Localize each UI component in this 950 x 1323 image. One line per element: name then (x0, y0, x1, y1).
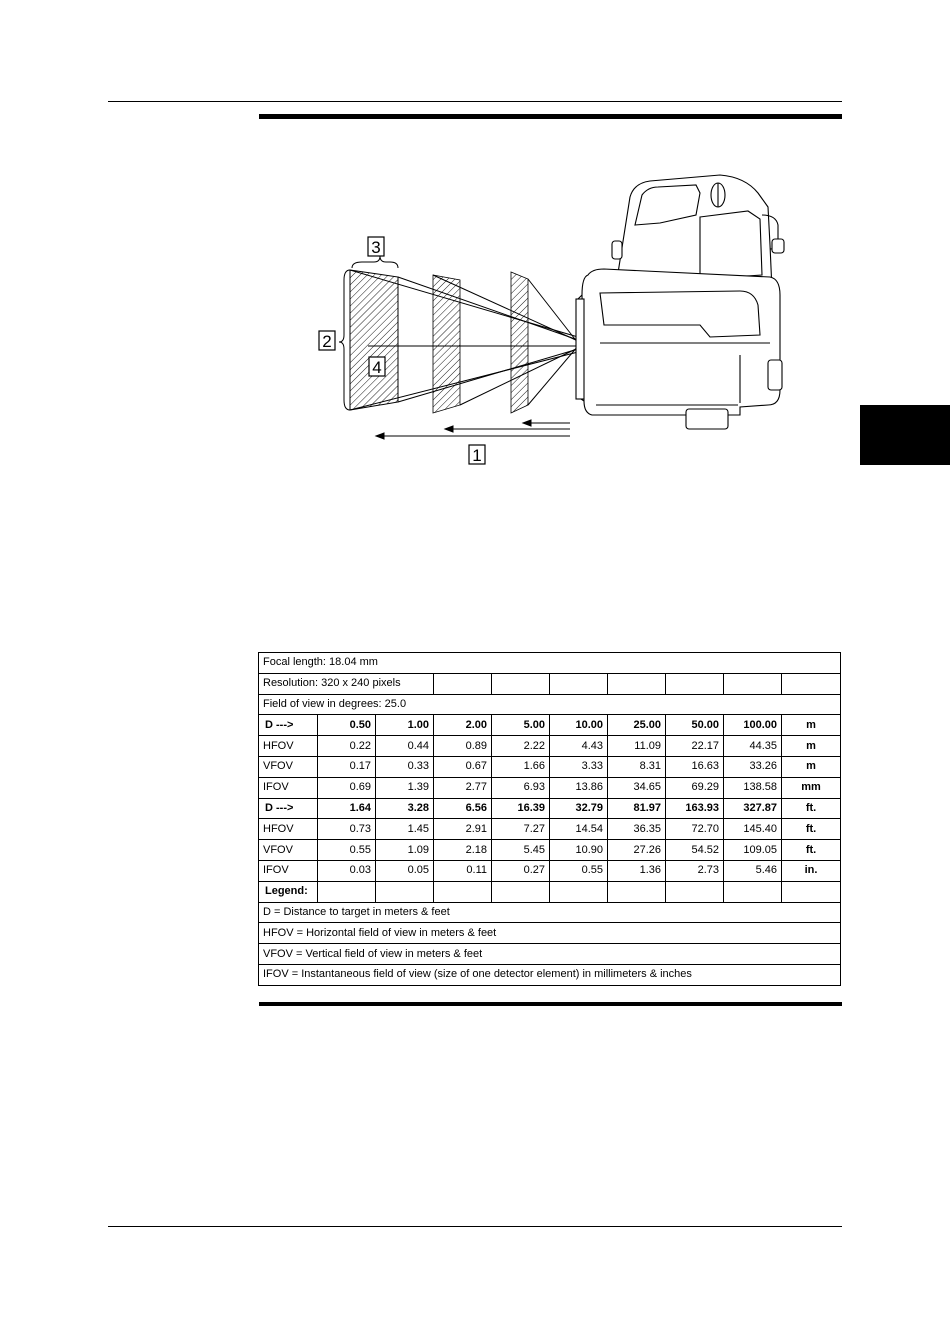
table-cell: 2.18 (434, 840, 492, 861)
row-label: D ---> (259, 715, 318, 736)
unit-cell: ft. (782, 819, 841, 840)
unit-cell: m (782, 715, 841, 736)
row-label: VFOV (259, 840, 318, 861)
legend-item: HFOV = Horizontal field of view in meters & feet (259, 923, 841, 944)
table-row (259, 798, 841, 819)
unit-cell: m (782, 736, 841, 757)
table-cell: 1.45 (376, 819, 434, 840)
table-cell: 109.05 (724, 840, 782, 861)
table-cell: 10.00 (550, 715, 608, 736)
table-cell: 6.93 (492, 777, 550, 798)
table-cell: 145.40 (724, 819, 782, 840)
empty-cell (318, 881, 376, 902)
table-row (259, 736, 841, 757)
table-row (259, 715, 841, 736)
table-cell: 44.35 (724, 736, 782, 757)
empty-cell (434, 881, 492, 902)
table-cell: 0.03 (318, 860, 376, 881)
table-cell: 0.73 (318, 819, 376, 840)
target-plane-far (350, 270, 398, 410)
table-cell: 16.63 (666, 756, 724, 777)
row-label: IFOV (259, 860, 318, 881)
table-cell: 81.97 (608, 798, 666, 819)
table-row (259, 756, 841, 777)
field-of-view-figure (300, 165, 800, 475)
table-cell: 2.91 (434, 819, 492, 840)
camera-drawing (576, 175, 784, 429)
table-cell: 25.00 (608, 715, 666, 736)
legend-item-row (259, 964, 841, 985)
table-cell: 0.55 (550, 860, 608, 881)
table-cell: 1.39 (376, 777, 434, 798)
callout-4-label: 4 (372, 358, 382, 377)
footer-rule (108, 1226, 842, 1227)
table-cell: 0.67 (434, 756, 492, 777)
distance-arrows (376, 420, 570, 439)
table-cell: 50.00 (666, 715, 724, 736)
table-cell: 27.26 (608, 840, 666, 861)
table-cell: 69.29 (666, 777, 724, 798)
row-label: D ---> (259, 798, 318, 819)
table-cell: 327.87 (724, 798, 782, 819)
callout-3-label: 3 (371, 238, 381, 257)
row-label: IFOV (259, 777, 318, 798)
table-cell: 54.52 (666, 840, 724, 861)
table-cell: 14.54 (550, 819, 608, 840)
resolution: Resolution: 320 x 240 pixels (259, 673, 434, 694)
table-cell: 11.09 (608, 736, 666, 757)
table-cell: 1.66 (492, 756, 550, 777)
section-top-rule (259, 114, 842, 119)
unit-cell: ft. (782, 798, 841, 819)
table-cell: 0.27 (492, 860, 550, 881)
unit-cell: m (782, 756, 841, 777)
focal-length: Focal length: 18.04 mm (259, 653, 841, 674)
unit-cell: mm (782, 777, 841, 798)
table-cell: 34.65 (608, 777, 666, 798)
table-cell: 0.17 (318, 756, 376, 777)
empty-cell (724, 881, 782, 902)
empty-cell (782, 881, 841, 902)
legend-item-row (259, 902, 841, 923)
brace-left (339, 270, 350, 410)
callout-1-label: 1 (472, 446, 482, 465)
table-cell: 0.44 (376, 736, 434, 757)
table-cell: 1.00 (376, 715, 434, 736)
unit-cell: in. (782, 860, 841, 881)
row-label: HFOV (259, 819, 318, 840)
legend-item: IFOV = Instantaneous field of view (size of one detector element) in millimeters & inches (259, 964, 841, 985)
table-header-row (259, 673, 841, 694)
table-cell: 6.56 (434, 798, 492, 819)
table-row (259, 840, 841, 861)
table-cell: 138.58 (724, 777, 782, 798)
table-cell: 2.22 (492, 736, 550, 757)
table-cell: 36.35 (608, 819, 666, 840)
table-cell: 33.26 (724, 756, 782, 777)
unit-cell: ft. (782, 840, 841, 861)
table-cell: 72.70 (666, 819, 724, 840)
empty-cell (666, 881, 724, 902)
header-rule (108, 101, 842, 102)
legend-item-row (259, 944, 841, 965)
empty-cell (376, 881, 434, 902)
table-row (259, 777, 841, 798)
table-cell: 1.36 (608, 860, 666, 881)
table-cell: 1.09 (376, 840, 434, 861)
chapter-tab (860, 405, 950, 465)
table-cell: 32.79 (550, 798, 608, 819)
table-cell: 1.64 (318, 798, 376, 819)
fov-table (258, 652, 841, 986)
target-plane-near (511, 272, 528, 413)
table-cell: 0.22 (318, 736, 376, 757)
table-cell: 16.39 (492, 798, 550, 819)
legend-item: VFOV = Vertical field of view in meters & feet (259, 944, 841, 965)
table-cell: 2.77 (434, 777, 492, 798)
legend-label: Legend: (259, 881, 318, 902)
table-cell: 100.00 (724, 715, 782, 736)
table-cell: 10.90 (550, 840, 608, 861)
table-header-row (259, 653, 841, 674)
table-cell: 0.69 (318, 777, 376, 798)
table-cell: 0.33 (376, 756, 434, 777)
legend-row (259, 881, 841, 902)
table-cell: 0.50 (318, 715, 376, 736)
table-cell: 5.46 (724, 860, 782, 881)
table-cell: 3.28 (376, 798, 434, 819)
row-label: VFOV (259, 756, 318, 777)
table-cell: 8.31 (608, 756, 666, 777)
legend-item-row (259, 923, 841, 944)
table-cell: 0.05 (376, 860, 434, 881)
table-cell: 5.00 (492, 715, 550, 736)
brace-top (352, 256, 398, 268)
legend-item: D = Distance to target in meters & feet (259, 902, 841, 923)
table-cell: 0.89 (434, 736, 492, 757)
table-cell: 2.73 (666, 860, 724, 881)
empty-cell (550, 881, 608, 902)
table-cell: 4.43 (550, 736, 608, 757)
empty-cell (608, 881, 666, 902)
table-cell: 0.55 (318, 840, 376, 861)
table-cell: 2.00 (434, 715, 492, 736)
table-cell: 7.27 (492, 819, 550, 840)
table-cell: 22.17 (666, 736, 724, 757)
callout-2-label: 2 (322, 332, 332, 351)
row-label: HFOV (259, 736, 318, 757)
table-cell: 5.45 (492, 840, 550, 861)
table-cell: 0.11 (434, 860, 492, 881)
empty-cell (492, 881, 550, 902)
table-cell: 163.93 (666, 798, 724, 819)
field-of-view-degrees: Field of view in degrees: 25.0 (259, 694, 841, 715)
table-row (259, 819, 841, 840)
table-cell: 3.33 (550, 756, 608, 777)
table-header-row (259, 694, 841, 715)
table-row (259, 860, 841, 881)
table-cell: 13.86 (550, 777, 608, 798)
section-bottom-rule (259, 1002, 842, 1006)
